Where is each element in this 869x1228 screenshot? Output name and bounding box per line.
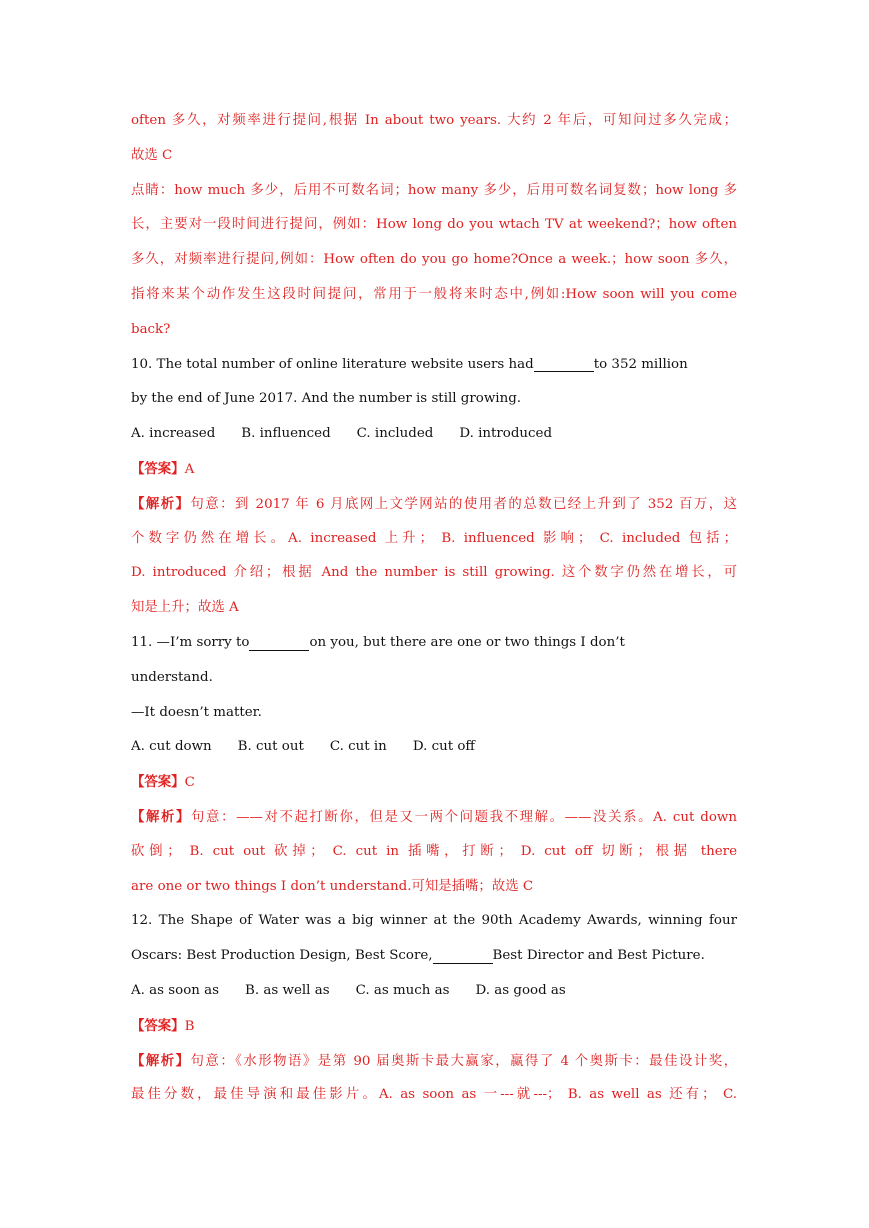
q11-analysis-line: are one or two things I don’t understand.可知是插嘴；故选 C — [131, 878, 534, 894]
q12-analysis — [131, 1044, 737, 1079]
q10-analysis — [131, 487, 737, 522]
q11-analysis — [131, 800, 737, 835]
q9-note-line: 指将来某个动作发生这段时间提问，常用于一般将来时态中,例如:How soon will you come — [131, 286, 737, 302]
analysis-text: 句意：——对不起打断你，但是又一两个问题我不理解。——没关系。A. cut down — [191, 809, 737, 825]
q12-stem-part: Oscars: Best Production Design, Best Score, — [131, 948, 433, 964]
option-d: D. cut off — [412, 739, 475, 755]
q12-options — [131, 974, 737, 1009]
option-b: B. influenced — [241, 426, 331, 442]
q12-stem: 12. The Shape of Water was a big winner at the 90th Academy Awards, winning four — [131, 913, 737, 929]
option-b: B. as well as — [245, 982, 330, 998]
q11-stem-part: on you, but there are one or two things I don’t — [309, 634, 625, 650]
q11-stem-cont: understand. — [131, 669, 213, 685]
q9-note-line: back? — [131, 321, 171, 337]
q12-stem-cont — [131, 939, 737, 974]
answer-tag: 【答案】 — [131, 460, 185, 477]
option-c: C. included — [356, 426, 434, 442]
q11-stem — [131, 626, 737, 661]
q11-analysis-line: 砍倒； B. cut out 砍掉； C. cut in 插嘴，打断； D. cut off 切断；根据 there — [131, 843, 737, 859]
option-c: C. cut in — [329, 739, 387, 755]
analysis-tag: 【解析】 — [131, 495, 191, 512]
q10-stem-part: 10. The total number of online literature website users had — [131, 356, 534, 372]
q12-analysis-line: 最佳分数，最佳导演和最佳影片。A. as soon as 一---就---； B. as well as 还有； C. — [131, 1087, 737, 1103]
answer-value: A — [184, 461, 195, 477]
option-b: B. cut out — [237, 739, 304, 755]
q12-answer — [131, 1009, 737, 1044]
option-a: A. as soon as — [131, 982, 220, 998]
answer-blank — [433, 949, 493, 964]
answer-tag: 【答案】 — [131, 774, 185, 791]
q10-analysis-line: D. introduced 介绍；根据 And the number is still growing. 这个数字仍然在增长，可 — [131, 565, 737, 581]
q9-note-line: 点睛：how much 多少，后用不可数名词；how many 多少，后用可数名词复数；how long 多 — [131, 182, 737, 198]
analysis-tag: 【解析】 — [131, 808, 192, 825]
option-d: D. as good as — [475, 982, 566, 998]
q11-reply: —It doesn’t matter. — [131, 704, 262, 720]
option-c: C. as much as — [355, 982, 450, 998]
q10-stem-cont: by the end of June 2017. And the number is still growing. — [131, 391, 522, 407]
q10-options — [131, 417, 737, 452]
answer-blank — [249, 636, 309, 651]
answer-blank — [534, 357, 594, 372]
option-d: D. introduced — [459, 426, 553, 442]
option-a: A. increased — [131, 426, 216, 442]
option-a: A. cut down — [131, 739, 212, 755]
q10-answer — [131, 452, 737, 487]
document-page — [131, 104, 737, 1113]
q9-note-line: 长，主要对一段时间进行提问，例如：How long do you wtach TV at weekend?；how often — [131, 217, 737, 233]
q10-analysis-line: 知是上升；故选 A — [131, 600, 239, 616]
q11-options — [131, 730, 737, 765]
answer-value: C — [184, 775, 195, 791]
q9-answer-line: 故选 C — [131, 147, 173, 163]
answer-value: B — [184, 1018, 195, 1034]
q10-stem — [131, 348, 737, 383]
analysis-tag: 【解析】 — [131, 1052, 191, 1069]
answer-tag: 【答案】 — [131, 1017, 185, 1034]
q10-stem-part: to 352 million — [593, 356, 688, 372]
analysis-text: 句意：到 2017 年 6 月底网上文学网站的使用者的总数已经上升到了 352 百万，这 — [190, 496, 737, 512]
q12-stem-part: Best Director and Best Picture. — [492, 948, 705, 964]
q11-answer — [131, 765, 737, 800]
q9-analysis-line: often 多久，对频率进行提问,根据 In about two years. 大约 2 年后，可知问过多久完成； — [131, 113, 737, 128]
q11-stem-part: 11. —I’m sorry to — [131, 634, 250, 650]
q10-analysis-line: 个数字仍然在增长。A. increased 上升； B. influenced 影响； C. included 包括； — [131, 530, 737, 546]
analysis-text: 句意：《水形物语》是第 90 届奥斯卡最大赢家，赢得了 4 个奥斯卡：最佳设计奖， — [190, 1053, 737, 1069]
q9-note-line: 多久，对频率进行提问,例如：How often do you go home?Once a week.；how soon 多久， — [131, 252, 737, 268]
